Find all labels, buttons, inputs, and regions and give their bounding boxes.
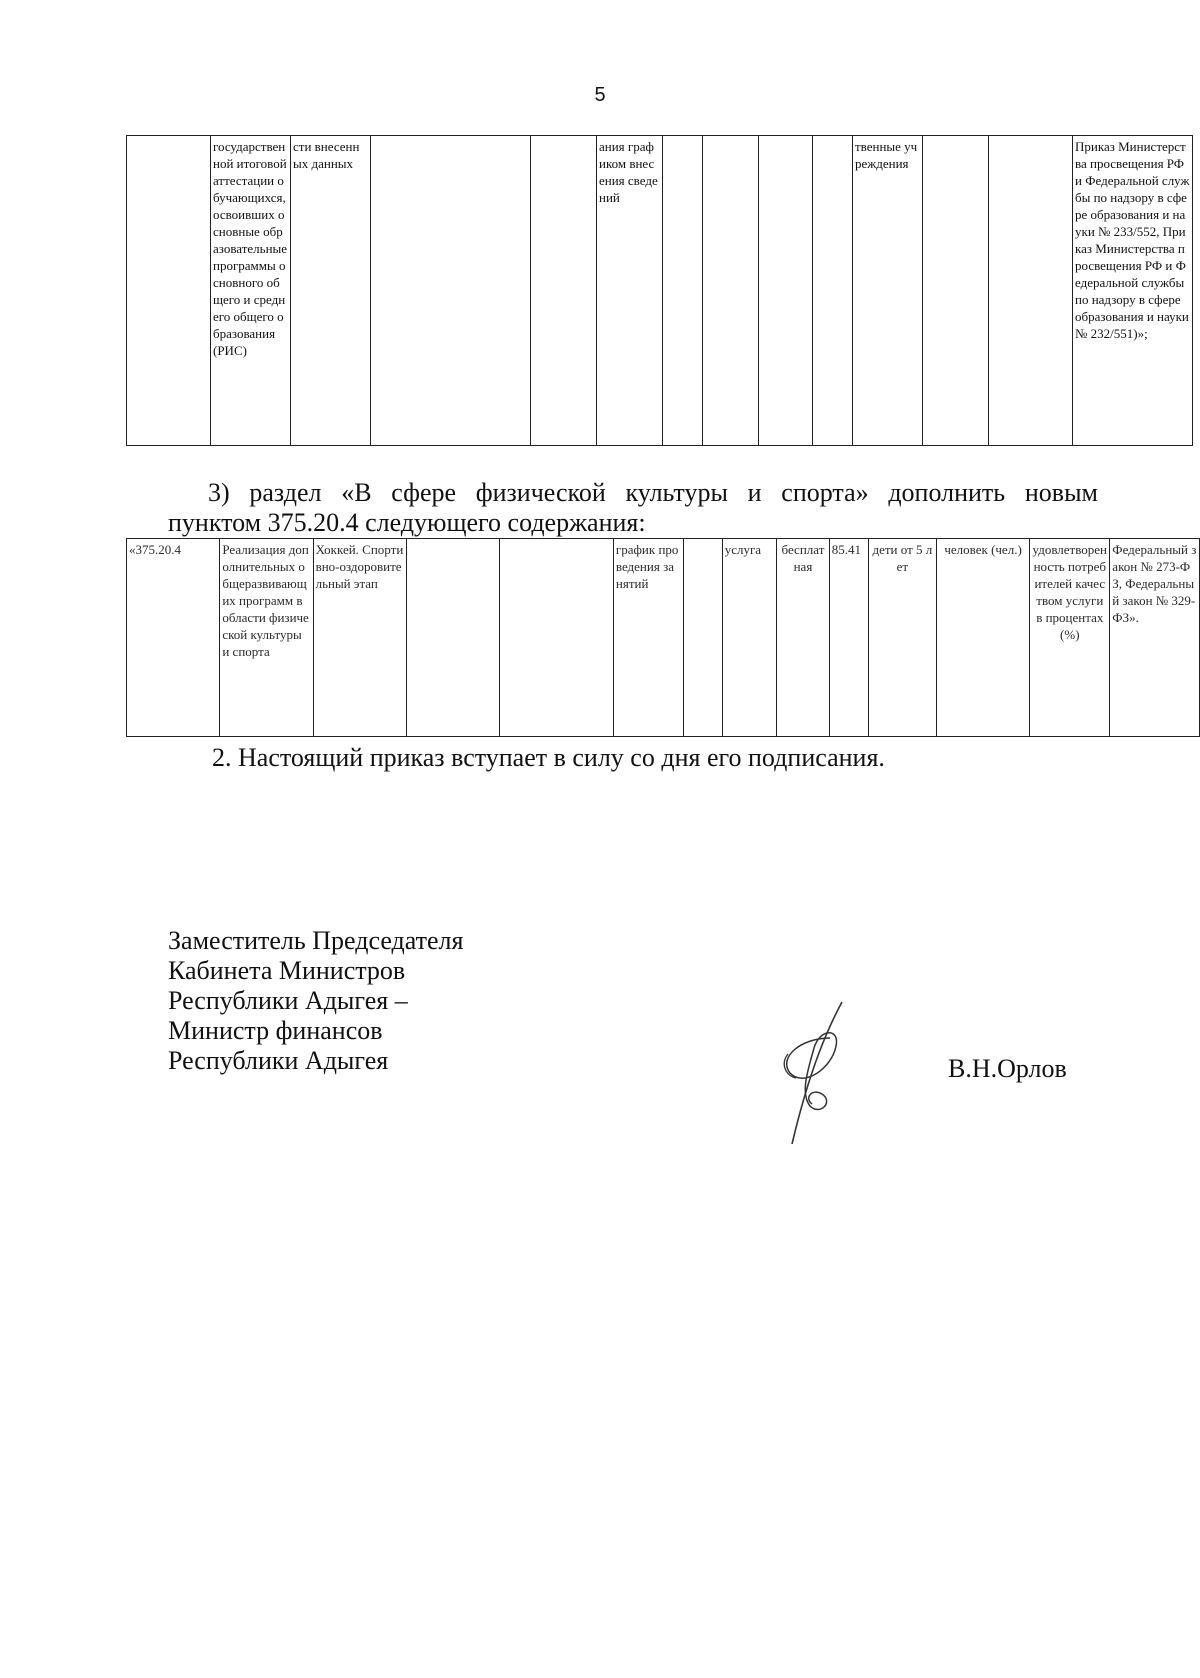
table-cell: Федеральный закон № 273-ФЗ, Федеральный закон № 329-ФЗ». <box>1110 539 1200 737</box>
signatory-title <box>168 926 463 1076</box>
registry-table-continuation <box>126 135 1193 446</box>
signatory-line: Кабинета Министров <box>168 956 406 985</box>
signatory-line: Министр финансов <box>168 1016 383 1045</box>
table-cell <box>989 136 1073 446</box>
table-cell: удовлетворенность потребителей качеством услуги в процентах (%) <box>1030 539 1110 737</box>
table-cell: 85.41 <box>829 539 868 737</box>
table-cell: человек (чел.) <box>936 539 1029 737</box>
paragraph-3 <box>168 478 1098 538</box>
paragraph-3-line-2: пунктом 375.20.4 следующего содержания: <box>168 508 646 537</box>
signatory-line: Республики Адыгея – <box>168 986 408 1015</box>
paragraph-2: 2. Настоящий приказ вступает в силу со дня его подписания. <box>212 743 885 772</box>
signatory-line: Заместитель Председателя <box>168 926 464 955</box>
table-cell <box>371 136 531 446</box>
table-cell: твенные учреждения <box>853 136 923 446</box>
table-cell: услуга <box>722 539 776 737</box>
table-cell <box>923 136 989 446</box>
table-cell: государственной итоговой аттестации обучающихся, освоивших основные образовательные программы основного общего и среднего общего образования (РИС) <box>211 136 291 446</box>
table-cell: дети от 5 лет <box>868 539 936 737</box>
table-cell: ания графиком внесения сведений <box>597 136 663 446</box>
table-cell: сти внесенных данных <box>291 136 371 446</box>
table-cell: график проведения занятий <box>613 539 683 737</box>
table-cell: бесплатная <box>777 539 830 737</box>
page-number: 5 <box>594 84 606 106</box>
table-cell <box>683 539 722 737</box>
signer-name: В.Н.Орлов <box>948 1054 1067 1083</box>
table-cell <box>703 136 759 446</box>
table-cell <box>499 539 613 737</box>
table-cell <box>127 136 211 446</box>
table-row <box>127 539 1200 737</box>
paragraph-3-line-1: 3) раздел «В сфере физической культуры и спорта» дополнить новым <box>208 478 1098 507</box>
table-cell <box>406 539 499 737</box>
new-item-table <box>126 538 1200 737</box>
table-cell: Хоккей. Спортивно-оздоровительный этап <box>313 539 406 737</box>
table-cell: Реализация дополнительных общеразвивающих программ в области физической культуры и спорта <box>220 539 313 737</box>
table-cell <box>531 136 597 446</box>
handwritten-signature-icon <box>770 998 880 1148</box>
table-row <box>127 136 1193 446</box>
table-cell <box>813 136 853 446</box>
table-cell: «375.20.4 <box>127 539 220 737</box>
signatory-line: Республики Адыгея <box>168 1046 389 1075</box>
table-cell <box>663 136 703 446</box>
table-cell: Приказ Министерства просвещения РФ и Федеральной службы по надзору в сфере образования и науки № 233/552, Приказ Министерства просвещения РФ и Федеральной службы по надзору в сфере образования и науки № 232/551)»; <box>1073 136 1193 446</box>
table-cell <box>759 136 813 446</box>
